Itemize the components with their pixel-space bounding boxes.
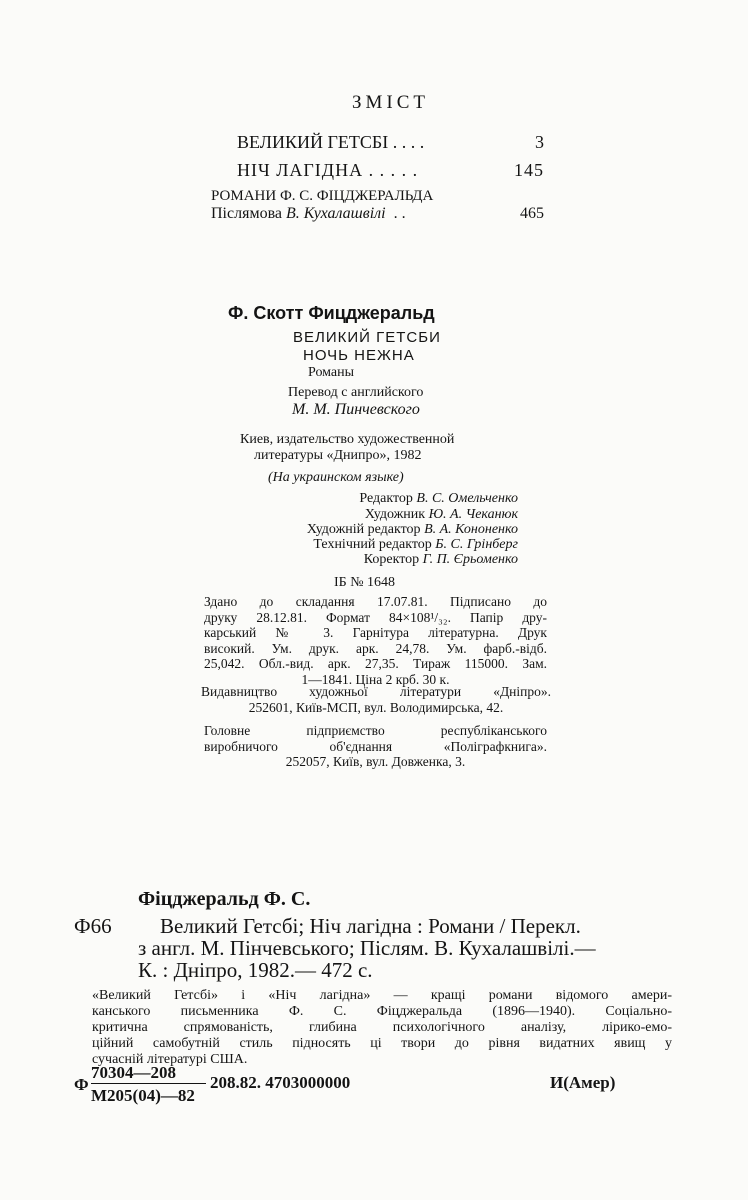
- publisher-address: [201, 684, 551, 715]
- credit-name: Б. С. Грінберг: [435, 537, 518, 552]
- card-description-line: К. : Дніпро, 1982.— 472 с.: [138, 958, 373, 982]
- card-class-mark: Ф66: [74, 914, 112, 938]
- credit-editor: [359, 491, 518, 507]
- credit-role: Художник: [364, 507, 426, 522]
- toc-page-number: 465: [520, 205, 544, 222]
- toc-leader-dots: . .: [393, 205, 406, 222]
- imprint-publisher-line-1: Киев, издательство художественной: [240, 432, 455, 447]
- imprint-translator: М. М. Пинчевского: [292, 401, 420, 418]
- card-author: Фіцджеральд Ф. С.: [138, 888, 311, 910]
- toc-entry-title: ВЕЛИКИЙ ГЕТСБІ: [237, 132, 389, 152]
- print-details-line: друку 28.12.81. Формат 84×108¹/₃₂. Папір дру-: [204, 609, 547, 625]
- credit-name: Ю. А. Чеканюк: [428, 507, 518, 522]
- credit-role: Коректор: [363, 552, 420, 567]
- printer-address-line: 252057, Київ, вул. Довженка, 3.: [285, 754, 466, 769]
- credit-name: В. С. Омельченко: [416, 491, 518, 506]
- card-description-line: з англ. М. Пінчевського; Післям. В. Кухалашвілі.—: [138, 936, 596, 960]
- toc-page-number: 3: [535, 132, 544, 152]
- credit-name: Г. П. Єрьоменко: [422, 552, 518, 567]
- toc-leader-dots: . . . . .: [368, 160, 419, 180]
- print-details-line: карський № 3. Гарнітура літературна. Друк: [204, 625, 547, 640]
- toc-afterword-author: В. Кухалашвілі: [286, 205, 386, 222]
- credit-role: Технічний редактор: [313, 537, 432, 552]
- imprint-genre: Романы: [308, 365, 355, 380]
- credit-proofreader: [364, 552, 518, 568]
- toc-afterword-label: Післямова: [211, 205, 283, 222]
- print-details-line: високий. Ум. друк. арк. 24,78. Ум. фарб.-відб.: [204, 640, 547, 656]
- imprint-translation-label: Перевод с английского: [288, 385, 424, 400]
- card-annotation-line: «Великий Гетсбі» і «Ніч лагідна» — кращі романи відомого амери-: [92, 988, 672, 1003]
- publisher-address-line: 252601, Київ-МСП, вул. Володимирська, 42.: [248, 699, 504, 715]
- credit-art-editor: [307, 522, 518, 538]
- toc-entry-afterword[interactable]: [211, 205, 544, 223]
- credit-artist: [365, 507, 518, 523]
- credit-name: В. А. Кононенко: [424, 522, 518, 537]
- print-details-line: 1—1841. Ціна 2 крб. 30 к.: [301, 671, 450, 687]
- toc-leader-dots: . . . .: [392, 132, 425, 152]
- code-fraction-rule: [91, 1083, 206, 1084]
- toc-entry-tender-night[interactable]: [237, 160, 544, 181]
- card-annotation-line: канського письменника Ф. С. Фіцджеральда (1896—1940). Соціально-: [92, 1004, 672, 1019]
- contents-heading: ЗМІСТ: [352, 92, 430, 113]
- toc-entry-title: НІЧ ЛАГІДНА: [237, 160, 364, 180]
- imprint-author: Ф. Скотт Фицджеральд: [228, 303, 435, 323]
- printer-address: [204, 723, 547, 770]
- publisher-address-line: Видавництво художньої літератури «Дніпро».: [201, 684, 551, 699]
- imprint-title-1: ВЕЛИКИЙ ГЕТСБИ: [293, 329, 441, 346]
- code-index: 208.82. 4703000000: [210, 1073, 351, 1092]
- card-annotation-line: критична спрямованість, глибина психологічного аналізу, лірико-емо-: [92, 1020, 672, 1035]
- ib-number: ІБ № 1648: [334, 575, 396, 590]
- card-annotation-line: ційний самобутній стиль підносять ці твори до рівня видатних явищ у: [92, 1036, 672, 1051]
- toc-afterword-title: РОМАНИ Ф. С. ФІЦДЖЕРАЛЬДА: [211, 188, 434, 204]
- printer-address-line: виробничого об'єднання «Поліграфкнига».: [204, 738, 547, 754]
- imprint-language-note: (На украинском языке): [268, 470, 404, 485]
- print-details: [204, 594, 547, 687]
- code-denominator: М205(04)—82: [91, 1086, 195, 1105]
- card-annotation: [92, 988, 672, 1068]
- toc-entry-great-gatsby[interactable]: [237, 132, 544, 153]
- code-numerator: 70304—208: [91, 1063, 176, 1082]
- imprint-publisher-line-2: литературы «Днипро», 1982: [254, 448, 422, 463]
- code-letter: Ф: [74, 1075, 89, 1094]
- credit-technical-editor: [313, 537, 518, 553]
- card-annotation-line: сучасній літературі США.: [92, 1052, 248, 1067]
- code-classification: И(Амер): [550, 1073, 616, 1092]
- printer-address-line: Головне підприємство республіканського: [204, 723, 547, 738]
- toc-page-number: 145: [514, 160, 544, 180]
- credit-role: Художній редактор: [306, 522, 421, 537]
- card-description-line: Великий Гетсбі; Ніч лагідна : Романи / Перекл.: [160, 914, 581, 938]
- print-details-line: Здано до складання 17.07.81. Підписано до: [204, 594, 547, 609]
- print-details-line: 25,042. Обл.-вид. арк. 27,35. Тираж 115000. Зам.: [204, 656, 547, 671]
- credit-role: Редактор: [359, 491, 413, 506]
- imprint-title-2: НОЧЬ НЕЖНА: [303, 347, 415, 364]
